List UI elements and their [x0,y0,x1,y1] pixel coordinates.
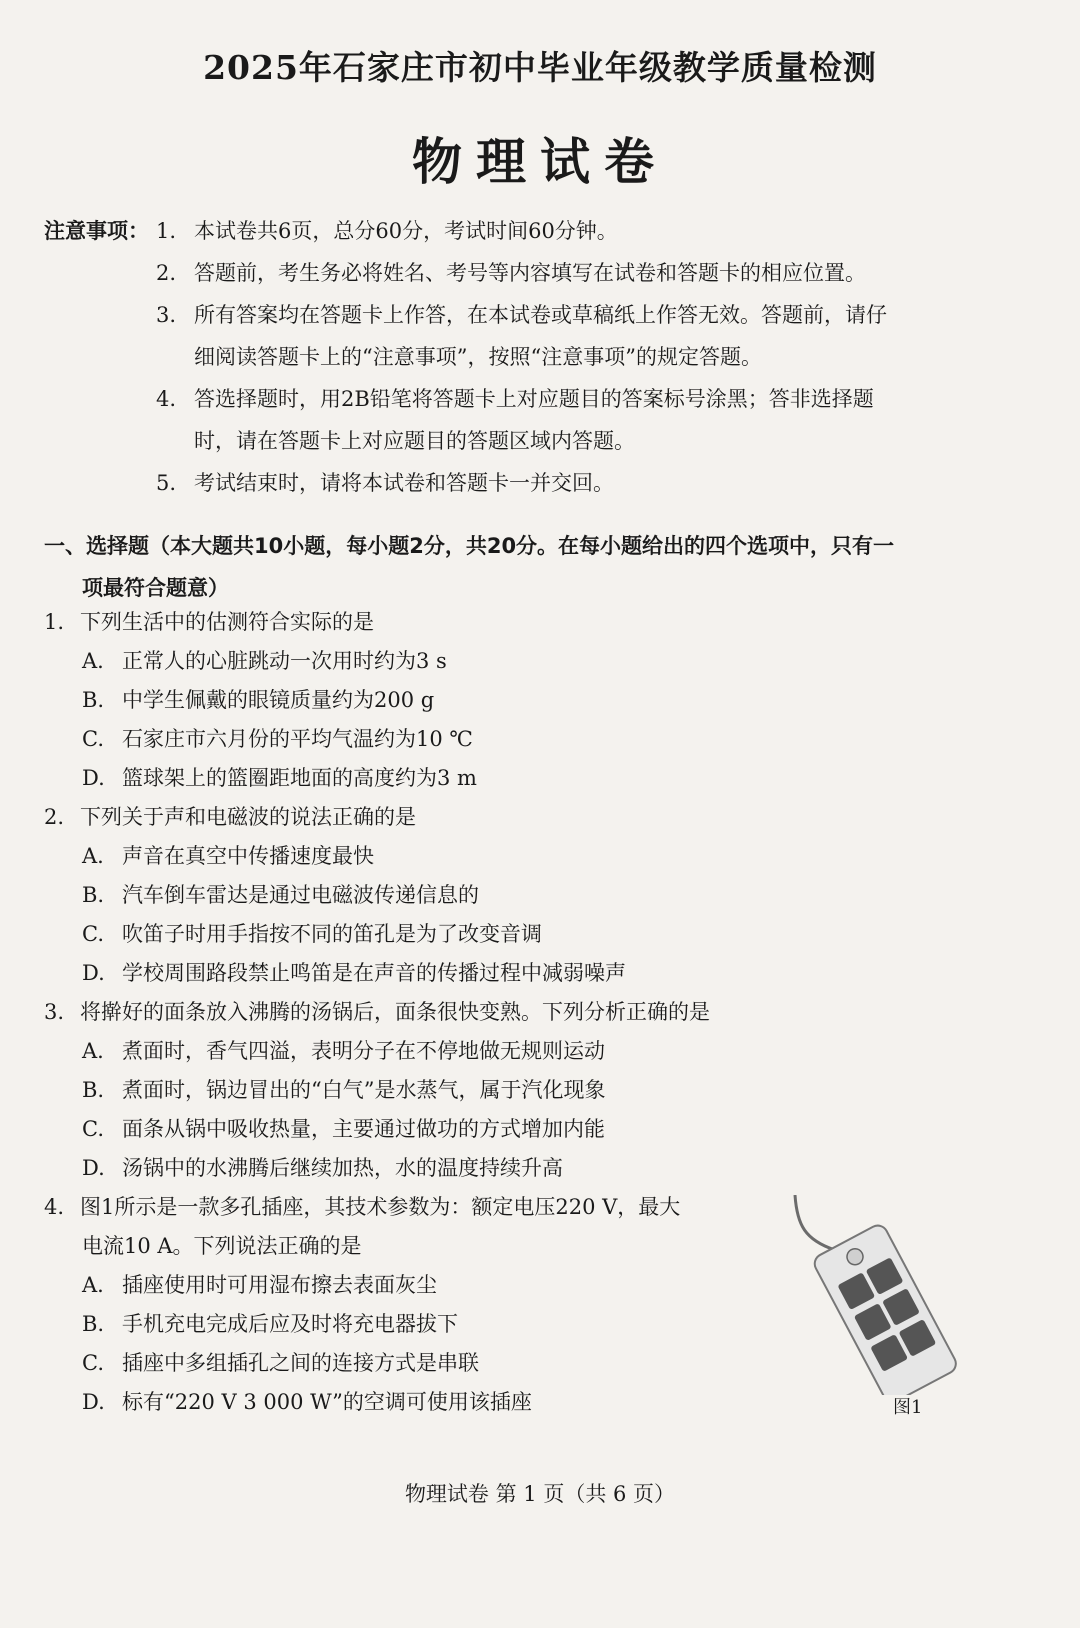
power-strip-icon [785,1195,960,1395]
question-number: 1. [44,610,65,634]
notice-block [44,210,1044,504]
section-title [44,525,994,609]
question-stem [44,1188,804,1227]
option-text: 中学生佩戴的眼镜质量约为200 g [122,688,435,712]
option [44,1032,804,1071]
option-text: 标有“220 V 3 000 W”的空调可使用该插座 [122,1390,532,1414]
option-text: 手机充电完成后应及时将充电器拔下 [122,1312,458,1336]
question-number: 4. [44,1195,65,1219]
option-key: D. [82,1390,105,1414]
option [44,837,804,876]
option-text: 插座使用时可用湿布擦去表面灰尘 [122,1273,437,1297]
option-text: 插座中多组插孔之间的连接方式是串联 [122,1351,479,1375]
option-text: 学校周围路段禁止鸣笛是在声音的传播过程中减弱噪声 [122,961,626,985]
notice-text: 答题前，考生务必将姓名、考号等内容填写在试卷和答题卡的相应位置。 [194,261,866,285]
option [44,1071,804,1110]
option-key: B. [82,1078,105,1102]
option [44,681,804,720]
exam-name: 2025年石家庄市初中毕业年级教学质量检测 [203,48,877,87]
option [44,915,804,954]
notice-item [44,252,1044,294]
notice-num: 3. [156,303,177,327]
option-key: A. [82,844,104,868]
option-key: A. [82,1273,104,1297]
option-key: A. [82,649,104,673]
option-text: 煮面时，香气四溢，表明分子在不停地做无规则运动 [122,1039,605,1063]
option-key: B. [82,1312,105,1336]
notice-text [194,294,1044,378]
option-key: D. [82,766,105,790]
notice-item [44,462,1044,504]
option-key: C. [82,1351,104,1375]
option-key: C. [82,922,104,946]
figure-caption: 图1 [893,1397,923,1418]
question-text: 将擀好的面条放入沸腾的汤锅后，面条很快变熟。下列分析正确的是 [80,1000,710,1024]
option-text: 声音在真空中传播速度最快 [122,844,374,868]
notice-item [44,378,1044,462]
option [44,1266,804,1305]
notice-line: 答选择题时，用2B铅笔将答题卡上对应题目的答案标号涂黑；答非选择题 [194,387,874,411]
option-text: 煮面时，锅边冒出的“白气”是水蒸气，属于汽化现象 [122,1078,606,1102]
notice-item [44,294,1044,378]
section-title-line: 一、选择题（本大题共10小题，每小题2分，共20分。在每小题给出的四个选项中，只有一 [44,534,895,558]
notice-text: 考试结束时，请将本试卷和答题卡一并交回。 [194,471,614,495]
paper-title: 物理试卷 [412,132,668,191]
option-text: 汽车倒车雷达是通过电磁波传递信息的 [122,883,479,907]
option-key: C. [82,1117,104,1141]
option [44,876,804,915]
option [44,1344,804,1383]
option-text: 汤锅中的水沸腾后继续加热，水的温度持续升高 [122,1156,563,1180]
notice-line: 所有答案均在答题卡上作答，在本试卷或草稿纸上作答无效。答题前，请仔 [194,303,887,327]
option-text: 吹笛子时用手指按不同的笛孔是为了改变音调 [122,922,542,946]
question-stem [44,603,804,642]
option-text: 篮球架上的篮圈距地面的高度约为3 m [122,766,477,790]
notice-text [194,378,1044,462]
question-text-cont: 电流10 A。下列说法正确的是 [82,1234,362,1258]
question-text: 图1所示是一款多孔插座，其技术参数为：额定电压220 V，最大 [80,1195,681,1219]
notice-line: 细阅读答题卡上的“注意事项”，按照“注意事项”的规定答题。 [194,345,762,369]
question-stem [44,798,804,837]
question-text: 下列生活中的估测符合实际的是 [80,610,374,634]
option [44,720,804,759]
page-footer: 物理试卷 第 1 页（共 6 页） [404,1482,676,1506]
option-key: B. [82,688,105,712]
option-key: B. [82,883,105,907]
option-key: D. [82,1156,105,1180]
option [44,1305,804,1344]
option-key: D. [82,961,105,985]
option [44,642,804,681]
option [44,1149,804,1188]
notice-num: 5. [156,471,177,495]
option [44,759,804,798]
notice-num: 4. [156,387,177,411]
option [44,1110,804,1149]
question-number: 2. [44,805,65,829]
option-text: 石家庄市六月份的平均气温约为10 ℃ [122,727,473,751]
question-stem [44,993,804,1032]
question-number: 3. [44,1000,65,1024]
option [44,954,804,993]
notice-line: 时，请在答题卡上对应题目的答题区域内答题。 [194,429,635,453]
notice-label: 注意事项： [44,219,149,243]
option [44,1383,804,1422]
option-text: 正常人的心脏跳动一次用时约为3 s [122,649,447,673]
notice-text: 本试卷共6页，总分60分，考试时间60分钟。 [194,219,618,243]
question-text: 下列关于声和电磁波的说法正确的是 [80,805,416,829]
notice-num: 1. [156,219,177,243]
notice-item [44,210,1044,252]
section-title-line: 项最符合题意） [82,576,229,600]
option-text: 面条从锅中吸收热量，主要通过做功的方式增加内能 [122,1117,605,1141]
notice-num: 2. [156,261,177,285]
question-list [44,603,804,1422]
option-key: C. [82,727,104,751]
option-key: A. [82,1039,104,1063]
